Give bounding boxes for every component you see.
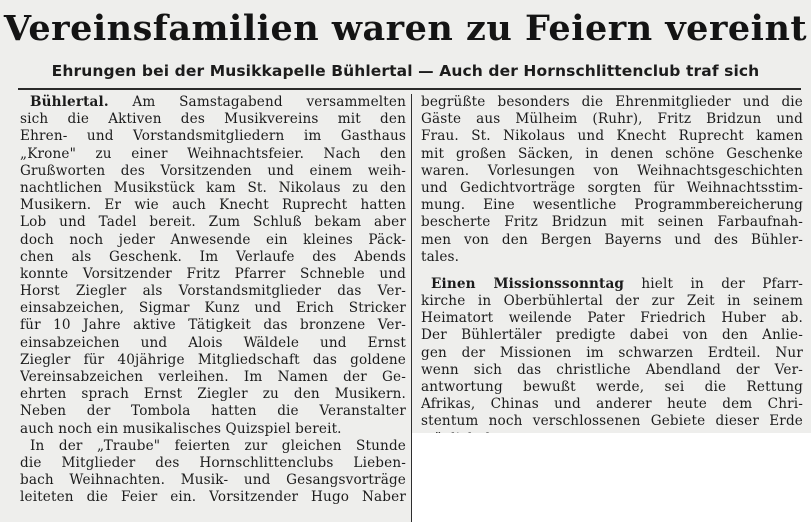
article-line: Vereinsabzeichen verleihen. Im Namen der Ge- xyxy=(20,369,406,385)
article-line: Afrikas, Chinas und anderer heute dem Chri- xyxy=(421,396,803,413)
left-column xyxy=(20,94,406,507)
article-line: kirche in Oberbühlertal der zur Zeit in seinem xyxy=(421,293,803,310)
article-line: bescherte Fritz Bridzun mit seinen Farbaufnah- xyxy=(421,214,803,231)
article-line: Einen Missionssonntag hielt in der Pfarr- xyxy=(431,275,803,292)
article-line: einsabzeichen und Alois Wäldele und Ernst xyxy=(20,334,406,351)
article-line: nachtlichen Musikstück kam St. Nikolaus zu den xyxy=(20,179,406,196)
article-line: Bühlertal. Am Samstagabend versammelten xyxy=(30,94,406,110)
article-line: konnte Vorsitzender Fritz Pfarrer Schneble und xyxy=(20,265,406,282)
article-line: und Gedichtvorträge sorgten für Weihnachtsstim- xyxy=(421,179,803,196)
article-line: Grußworten des Vorsitzenden und einem weih- xyxy=(20,162,406,179)
article-line: doch noch jeder Anwesende ein kleines Päck- xyxy=(20,231,406,248)
article-line: Frau. St. Nikolaus und Knecht Ruprecht kamen xyxy=(421,128,803,145)
article-line: antwortung bewußt werde, sei die Rettung xyxy=(421,379,803,395)
right-column xyxy=(421,94,803,448)
article-line: die Mitglieder des Hornschlittenclubs Lieben- xyxy=(20,454,406,471)
article-line: leiteten die Feier ein. Vorsitzender Hugo Naber xyxy=(20,489,406,506)
headline-rule xyxy=(18,88,801,90)
article-line: tales. xyxy=(421,248,460,265)
article-line: stentum noch verschlossenen Gebiete dieser Erde xyxy=(421,413,803,430)
section-lead: Einen Missionssonntag xyxy=(431,275,625,292)
paragraph-gap xyxy=(421,266,803,276)
article-line: einsabzeichen, Sigmar Kunz und Erich Stricker xyxy=(20,300,406,317)
article-line: Horst Ziegler als Vorstandsmitglieder das Ver- xyxy=(20,283,406,300)
blank-area xyxy=(412,433,811,522)
article-line: Heimatort weilende Pater Friedrich Huber ab. xyxy=(421,310,803,327)
article-line: ehrten sprach Ernst Ziegler zu den Musikern. xyxy=(20,386,406,403)
article-line: für 10 Jahre aktive Tätigkeit das bronzene Ver- xyxy=(20,317,406,334)
article-line: Gäste aus Mülheim (Ruhr), Fritz Bridzun und xyxy=(421,111,803,128)
article-line: gen der Missionen im schwarzen Erdteil. Nur xyxy=(421,344,803,361)
article-line: Neben der Tombola hatten die Veranstalter xyxy=(20,403,406,420)
headline: Vereinsfamilien waren zu Feiern vereint xyxy=(3,8,808,49)
article-line: „Krone" zu einer Weihnachtsfeier. Nach den xyxy=(20,145,406,162)
article-line: wenn sich das christliche Abendland der Ver- xyxy=(421,361,803,378)
article-line: Musikern. Er wie auch Knecht Ruprecht hatten xyxy=(20,197,406,214)
article-line: Ziegler für 40jährige Mitgliedschaft das goldene xyxy=(20,351,406,368)
article-line: mit großen Säcken, in denen schöne Geschenke xyxy=(421,145,803,162)
article-line: Lob und Tadel bereit. Zum Schluß bekam aber xyxy=(20,214,406,231)
article-line: mung. Eine wesentliche Programmbereicherung xyxy=(421,197,803,214)
article-line: Der Bühlertäler predigte dabei von den Anlie- xyxy=(421,327,803,344)
article-line: sich die Aktiven des Musikvereins mit den xyxy=(20,111,406,128)
article-line: Ehren- und Vorstandsmitgliedern im Gasthaus xyxy=(20,128,406,145)
article-line: auch noch ein musikalisches Quizspiel bereit. xyxy=(20,420,342,437)
article-line: waren. Vorlesungen von Weihnachtsgeschichten xyxy=(421,162,803,179)
article-line: chen als Geschenk. Im Verlaufe des Abends xyxy=(20,248,406,265)
subheadline: Ehrungen bei der Musikkapelle Bühlertal — Auch der Hornschlittenclub traf sich xyxy=(51,62,760,80)
article-line: men von den Bergen Bayerns und des Bühler- xyxy=(421,231,803,248)
article-line: bach Weihnachten. Musik- und Gesangsvorträge xyxy=(20,472,406,489)
dateline: Bühlertal. xyxy=(30,94,109,110)
article-line: In der „Traube" feierten zur gleichen Stunde xyxy=(30,437,406,454)
article-line: begrüßte besonders die Ehrenmitglieder und die xyxy=(421,94,803,110)
